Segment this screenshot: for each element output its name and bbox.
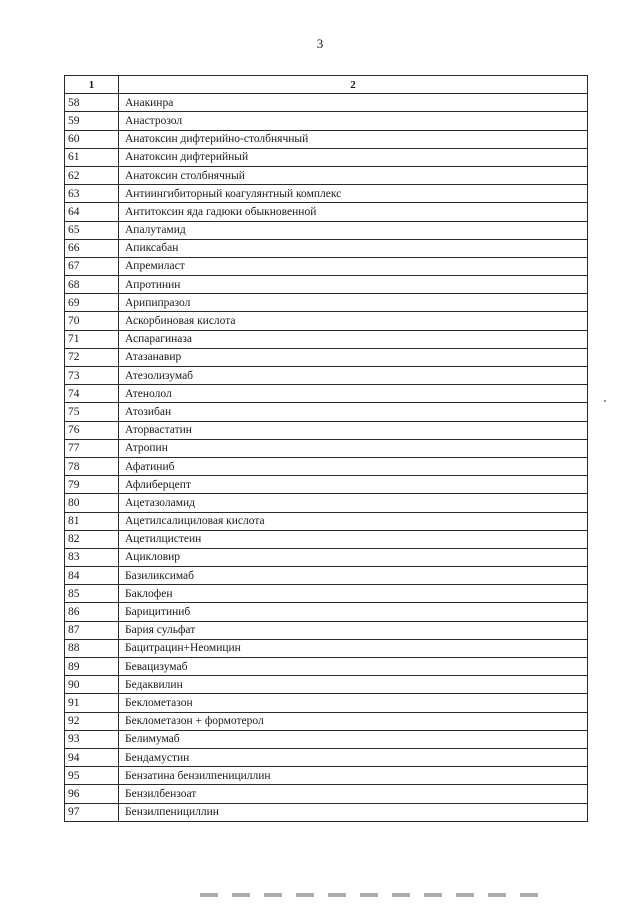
drug-name: Бензатина бензилпенициллин: [119, 767, 588, 785]
drug-name: Арипипразол: [119, 294, 588, 312]
table-row: [65, 276, 588, 294]
table-header-row: [65, 76, 588, 94]
table-row: [65, 767, 588, 785]
table-row: [65, 94, 588, 112]
row-number: 85: [65, 585, 119, 603]
row-number: 82: [65, 530, 119, 548]
row-number: 77: [65, 439, 119, 457]
row-number: 62: [65, 166, 119, 184]
table-row: [65, 439, 588, 457]
drug-name: Барицитиниб: [119, 603, 588, 621]
table-row: [65, 112, 588, 130]
table-row: [65, 676, 588, 694]
row-number: 80: [65, 494, 119, 512]
row-number: 64: [65, 203, 119, 221]
table-row: [65, 585, 588, 603]
row-number: 89: [65, 658, 119, 676]
drug-name: Анастрозол: [119, 112, 588, 130]
drug-name: Афлиберцепт: [119, 476, 588, 494]
table-row: [65, 203, 588, 221]
drug-list-table-container: [64, 75, 587, 822]
column-header-number: 1: [65, 76, 119, 94]
drug-name: Аспарагиназа: [119, 330, 588, 348]
drug-name: Антиингибиторный коагулянтный комплекс: [119, 185, 588, 203]
drug-name: Анатоксин столбнячный: [119, 166, 588, 184]
table-row: [65, 803, 588, 821]
row-number: 92: [65, 712, 119, 730]
row-number: 73: [65, 367, 119, 385]
column-header-name: 2: [119, 76, 588, 94]
drug-name: Апиксабан: [119, 239, 588, 257]
row-number: 63: [65, 185, 119, 203]
drug-name: Атозибан: [119, 403, 588, 421]
drug-name: Ацетилсалициловая кислота: [119, 512, 588, 530]
table-row: [65, 494, 588, 512]
drug-name: Анатоксин дифтерийный: [119, 148, 588, 166]
drug-name: Афатиниб: [119, 457, 588, 475]
table-row: [65, 457, 588, 475]
row-number: 75: [65, 403, 119, 421]
drug-name: Базиликсимаб: [119, 567, 588, 585]
row-number: 84: [65, 567, 119, 585]
table-row: [65, 548, 588, 566]
row-number: 58: [65, 94, 119, 112]
row-number: 60: [65, 130, 119, 148]
table-row: [65, 530, 588, 548]
row-number: 86: [65, 603, 119, 621]
drug-name: Бевацизумаб: [119, 658, 588, 676]
table-row: [65, 385, 588, 403]
drug-name: Ацикловир: [119, 548, 588, 566]
row-number: 74: [65, 385, 119, 403]
drug-name: Бензилбензоат: [119, 785, 588, 803]
table-row: [65, 367, 588, 385]
drug-name: Ацетазоламид: [119, 494, 588, 512]
table-row: [65, 748, 588, 766]
drug-name: Бензилпенициллин: [119, 803, 588, 821]
table-row: [65, 785, 588, 803]
table-row: [65, 421, 588, 439]
table-row: [65, 257, 588, 275]
drug-name: Бедаквилин: [119, 676, 588, 694]
row-number: 91: [65, 694, 119, 712]
table-row: [65, 330, 588, 348]
row-number: 61: [65, 148, 119, 166]
table-row: [65, 403, 588, 421]
drug-name: Баклофен: [119, 585, 588, 603]
drug-name: Аскорбиновая кислота: [119, 312, 588, 330]
drug-name: Апремиласт: [119, 257, 588, 275]
row-number: 78: [65, 457, 119, 475]
table-row: [65, 348, 588, 366]
row-number: 70: [65, 312, 119, 330]
table-body: [65, 94, 588, 822]
drug-name: Бария сульфат: [119, 621, 588, 639]
table-row: [65, 730, 588, 748]
drug-name: Атропин: [119, 439, 588, 457]
drug-name: Анакинра: [119, 94, 588, 112]
row-number: 94: [65, 748, 119, 766]
drug-name: Апалутамид: [119, 221, 588, 239]
table-row: [65, 239, 588, 257]
table-row: [65, 166, 588, 184]
drug-name: Беклометазон: [119, 694, 588, 712]
table-row: [65, 712, 588, 730]
row-number: 90: [65, 676, 119, 694]
table-row: [65, 694, 588, 712]
scan-footer-marks: [200, 893, 540, 897]
row-number: 87: [65, 621, 119, 639]
row-number: 71: [65, 330, 119, 348]
row-number: 96: [65, 785, 119, 803]
row-number: 59: [65, 112, 119, 130]
row-number: 76: [65, 421, 119, 439]
drug-name: Ацетилцистеин: [119, 530, 588, 548]
row-number: 97: [65, 803, 119, 821]
drug-list-table: [64, 75, 588, 822]
page-number: 3: [316, 36, 324, 51]
row-number: 81: [65, 512, 119, 530]
drug-name: Белимумаб: [119, 730, 588, 748]
drug-name: Бацитрацин+Неомицин: [119, 639, 588, 657]
table-row: [65, 603, 588, 621]
table-row: [65, 567, 588, 585]
table-row: [65, 621, 588, 639]
scan-speck: [604, 400, 606, 402]
drug-name: Атенолол: [119, 385, 588, 403]
row-number: 95: [65, 767, 119, 785]
row-number: 72: [65, 348, 119, 366]
table-row: [65, 130, 588, 148]
row-number: 88: [65, 639, 119, 657]
drug-name: Анатоксин дифтерийно-столбнячный: [119, 130, 588, 148]
table-row: [65, 639, 588, 657]
row-number: 83: [65, 548, 119, 566]
row-number: 67: [65, 257, 119, 275]
drug-name: Атазанавир: [119, 348, 588, 366]
table-row: [65, 221, 588, 239]
row-number: 68: [65, 276, 119, 294]
table-row: [65, 658, 588, 676]
drug-name: Антитоксин яда гадюки обыкновенной: [119, 203, 588, 221]
table-row: [65, 185, 588, 203]
row-number: 66: [65, 239, 119, 257]
row-number: 69: [65, 294, 119, 312]
table-row: [65, 148, 588, 166]
drug-name: Беклометазон + формотерол: [119, 712, 588, 730]
row-number: 79: [65, 476, 119, 494]
row-number: 93: [65, 730, 119, 748]
drug-name: Атезолизумаб: [119, 367, 588, 385]
drug-name: Аторвастатин: [119, 421, 588, 439]
table-row: [65, 512, 588, 530]
table-row: [65, 476, 588, 494]
row-number: 65: [65, 221, 119, 239]
drug-name: Бендамустин: [119, 748, 588, 766]
drug-name: Апротинин: [119, 276, 588, 294]
table-row: [65, 312, 588, 330]
table-row: [65, 294, 588, 312]
